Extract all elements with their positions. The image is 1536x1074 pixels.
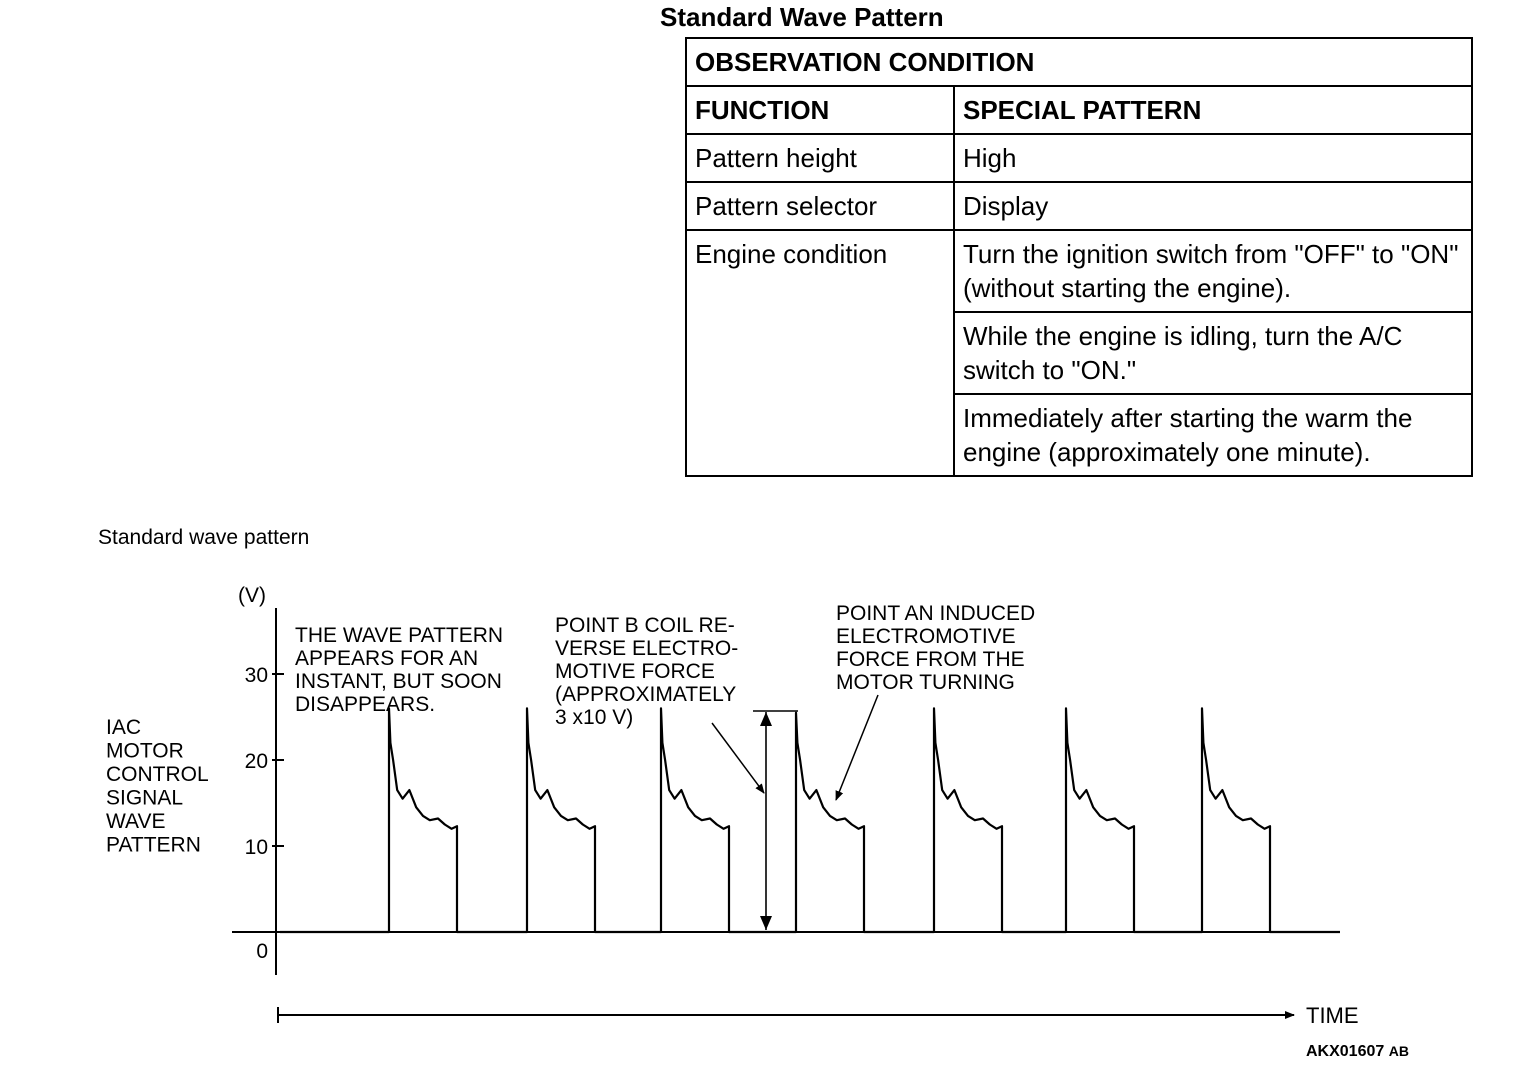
y-unit-label: (V) [238,584,266,607]
cell-pattern: Immediately after starting the warm the engine (approximately one minute). [954,394,1472,476]
annotation-point-a: POINT AN INDUCED ELECTROMOTIVE FORCE FROM THE MOTOR TURNING [836,602,1036,694]
observation-table [685,37,1473,477]
y-label-line: IAC [106,716,142,739]
section-label: Standard wave pattern [98,526,310,549]
figure-code-suffix: AB [1388,1043,1409,1059]
leader-point-b [712,723,764,793]
wave-diagram [0,560,1536,1040]
cell-function: Pattern height [686,134,954,182]
dimension-arrow-up [760,712,772,726]
y-label-line: MOTOR [106,739,184,763]
y-label-line: CONTROL [106,763,209,786]
cell-pattern: Display [954,182,1472,230]
cell-pattern: High [954,134,1472,182]
y-label-line: WAVE [106,810,166,833]
cell-function: Pattern selector [686,182,954,230]
y-tick-label: 0 [256,940,268,963]
table-header-row [686,86,1472,134]
y-label-line: SIGNAL [106,786,184,810]
dimension-arrow-down [760,916,772,930]
table-row [686,230,1472,312]
page-heading: Standard Wave Pattern [660,2,944,32]
signal-waveform [280,708,1340,932]
header-special-pattern: SPECIAL PATTERN [954,86,1472,134]
y-tick-label: 20 [244,750,268,773]
annotations [295,602,1035,729]
annotation-instant: THE WAVE PATTERN APPEARS FOR AN INSTANT, BUT SOON DISAPPEARS. [295,624,504,716]
cell-function: Engine condition [686,230,954,476]
cell-pattern: Turn the ignition switch from "OFF" to "ON" (without starting the engine). [954,230,1472,312]
figure-code [1306,1043,1409,1061]
table-row [686,134,1472,182]
y-label-line: PATTERN [106,833,201,857]
y-tick-label: 30 [244,664,268,687]
table-row [686,182,1472,230]
cell-pattern: While the engine is idling, turn the A/C switch to "ON." [954,312,1472,394]
table-title: OBSERVATION CONDITION [686,38,1472,86]
table-title-row [686,38,1472,86]
header-function: FUNCTION [686,86,954,134]
y-axis-label [106,716,209,857]
leader-point-a [836,695,878,800]
time-label: TIME [1306,1003,1359,1028]
y-tick-label: 10 [244,836,268,859]
y-ticks [245,664,284,963]
figure-code-id: AKX01607 [1306,1043,1385,1060]
annotation-point-b: POINT B COIL RE-VERSE ELECTRO-MOTIVE FORCE (APPROXIMATELY 3 x10 V) [555,614,739,729]
